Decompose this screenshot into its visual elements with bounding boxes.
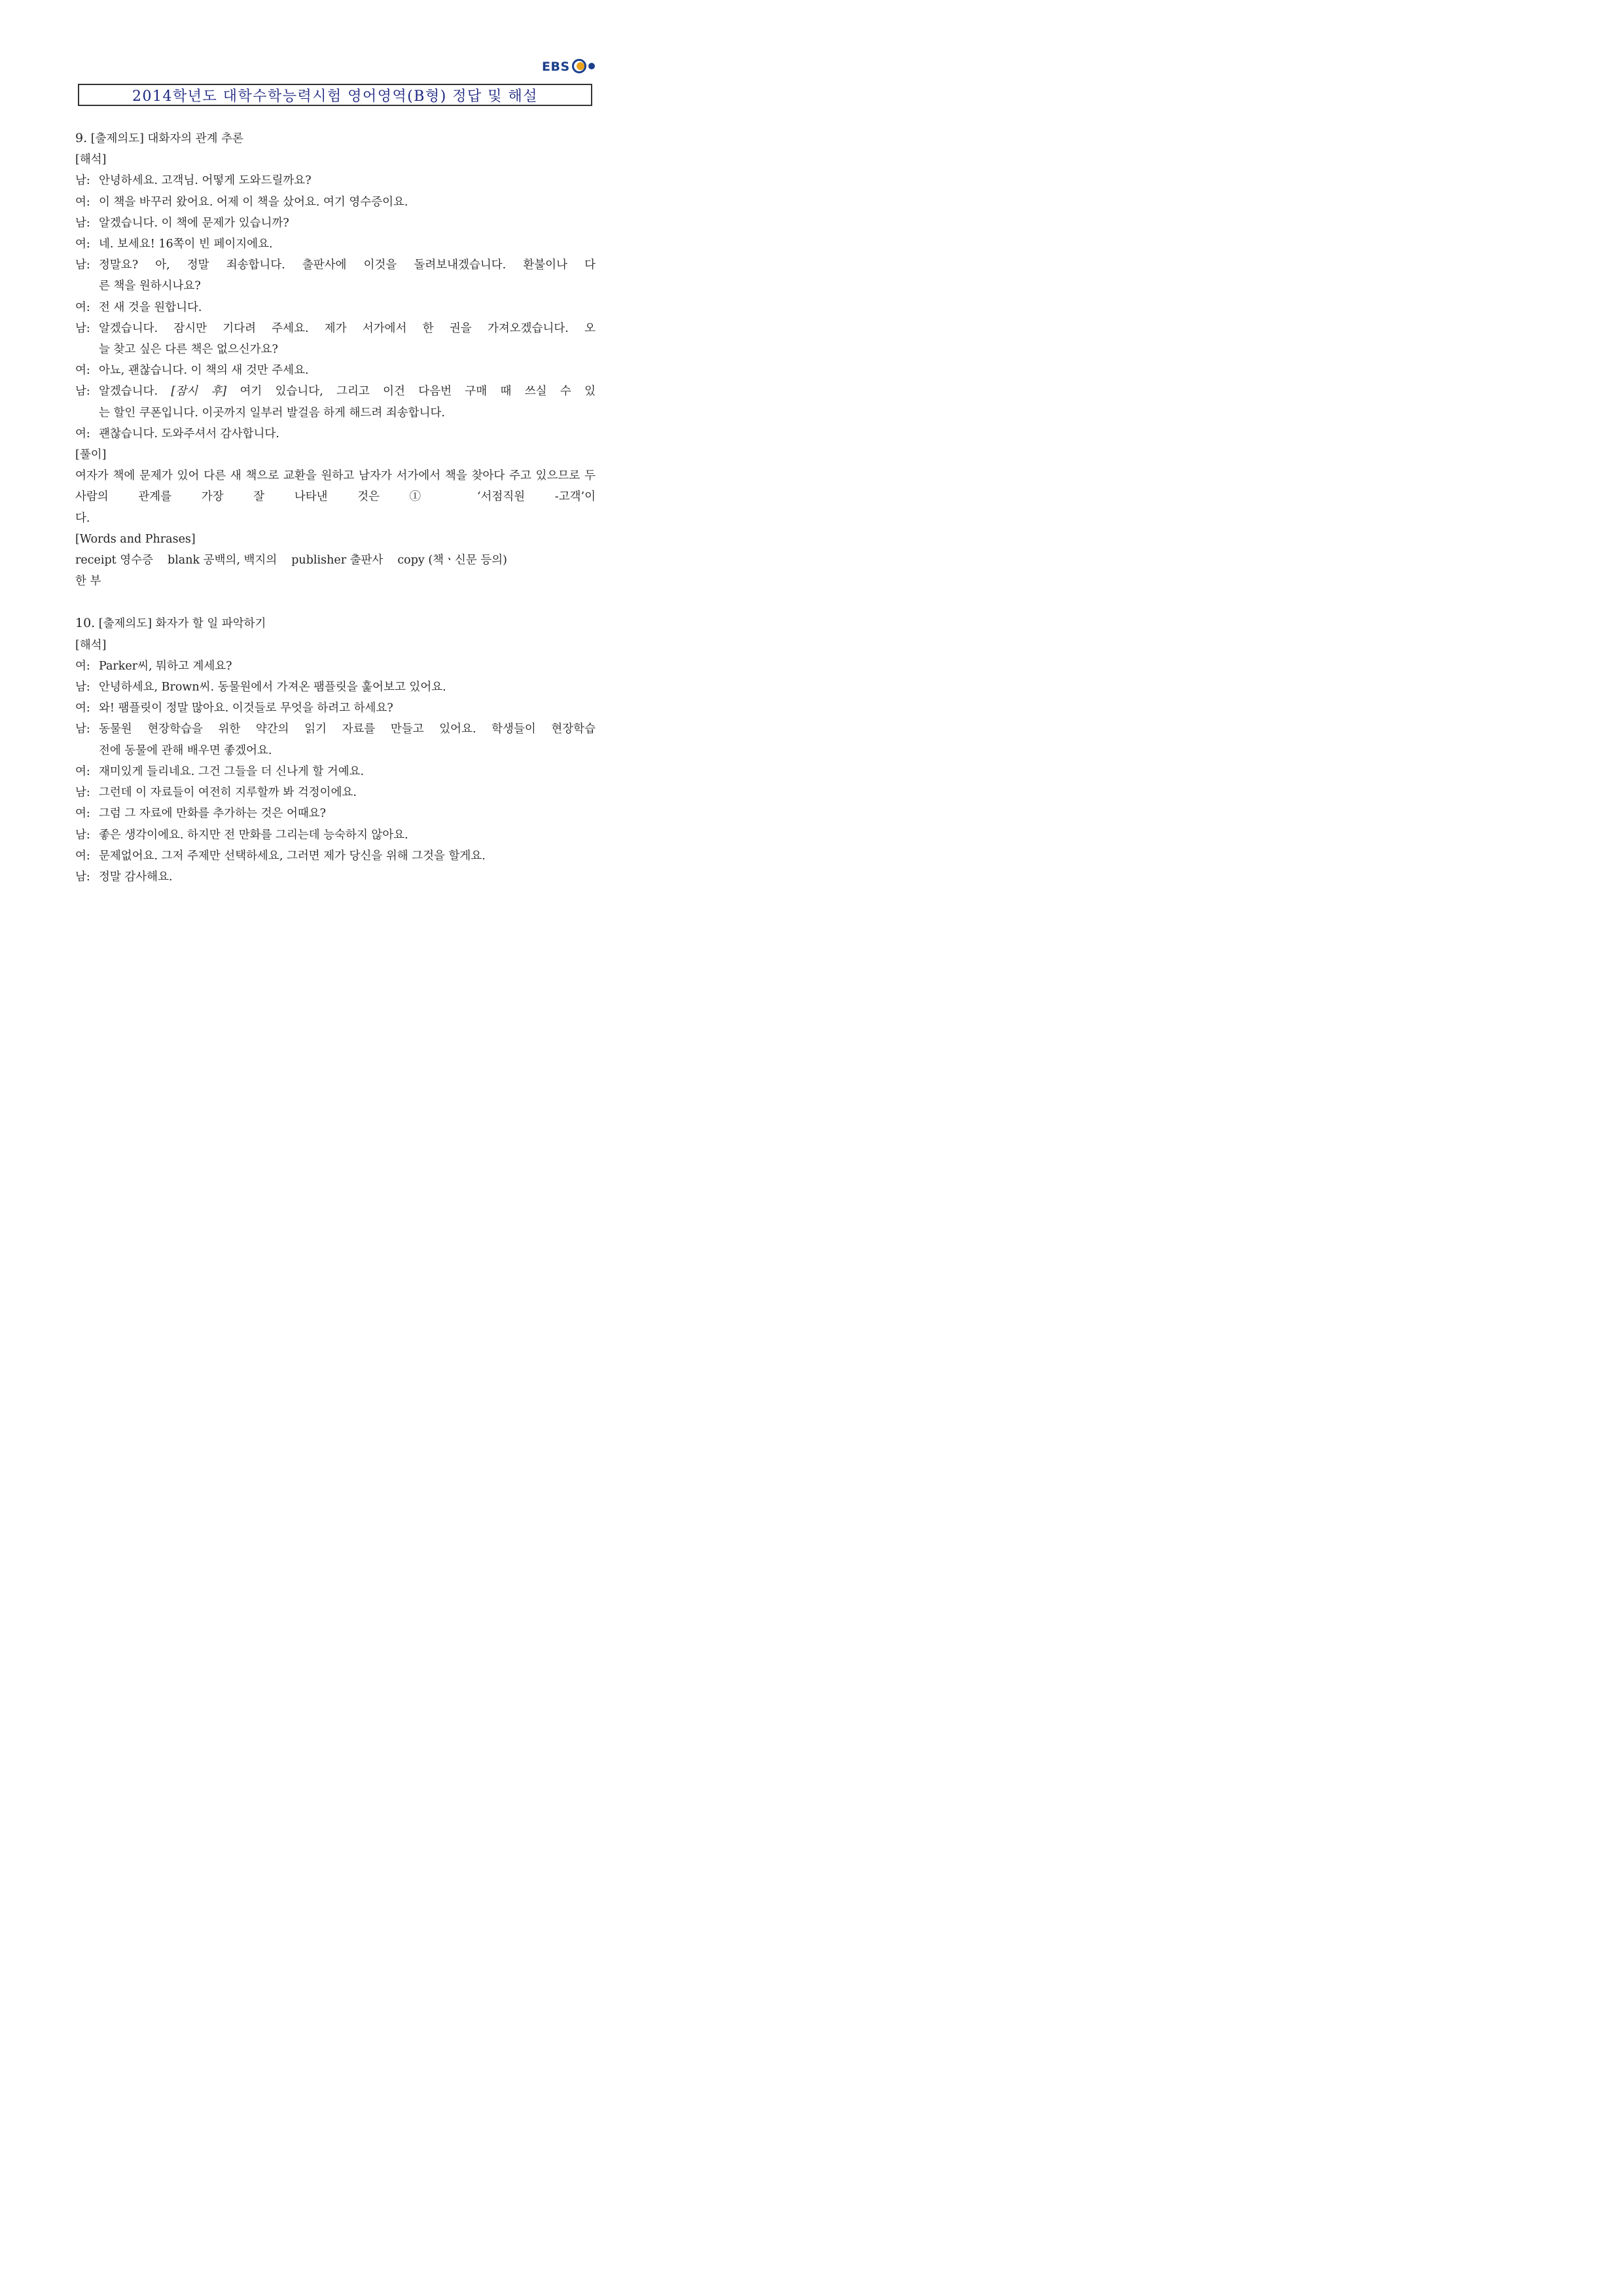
- speaker-label: 남:: [75, 174, 90, 188]
- word-entry: publisher 출판사: [291, 554, 383, 567]
- q9-words-label: [Words and Phrases]: [75, 532, 196, 546]
- dialogue-text: 알겠습니다. 잠시만 기다려 주세요. 제가 서가에서 한 권을 가져오겠습니다. 오: [99, 321, 596, 335]
- dialogue-line: [75, 846, 596, 867]
- q10-number: 10.: [75, 616, 96, 631]
- dialogue-text: 안녕하세요, Brown씨. 동물원에서 가져온 팸플릿을 훑어보고 있어요.: [99, 681, 446, 694]
- q9-words-end: 한 부: [75, 575, 101, 588]
- dialogue-line: [75, 213, 596, 234]
- dialogue-line: [75, 192, 596, 213]
- logo-text: EBS: [542, 60, 570, 74]
- speaker-label: 여:: [75, 807, 90, 821]
- dialogue-text: 네. 보세요! 16쪽이 빈 페이지에요.: [99, 238, 273, 251]
- dialogue-line: [75, 255, 596, 276]
- speaker-label: 여:: [75, 764, 90, 778]
- speaker-label: 남:: [75, 870, 90, 884]
- ebs-logo: [542, 59, 598, 75]
- q10-heading: [75, 613, 596, 634]
- dialogue-text: 정말요? 아, 정말 죄송합니다. 출판사에 이것을 돌려보내겠습니다. 환불이나 다: [99, 259, 596, 272]
- dialogue-line: [75, 698, 596, 719]
- dialogue-text: 알겠습니다. 이 책에 문제가 있습니까?: [99, 216, 289, 230]
- dialogue-text: 그런데 이 자료들이 여전히 지루할까 봐 걱정이에요.: [99, 786, 357, 800]
- q9-heading-text: [출제의도] 대화자의 관계 추론: [90, 132, 243, 145]
- dialogue-line: [75, 360, 596, 381]
- dialogue-text-pre: 알겠습니다.: [99, 385, 171, 399]
- speaker-label: 남:: [75, 321, 90, 335]
- ebs-logo-icon: [572, 59, 598, 75]
- q9-words-list: [75, 550, 596, 571]
- dialogue-text: 괜찮습니다. 도와주셔서 감사합니다.: [99, 427, 279, 440]
- dialogue-continuation: 전에 동물에 관해 배우면 좋겠어요.: [99, 744, 272, 757]
- q9-number: 9.: [75, 131, 88, 145]
- dialogue-line: [75, 381, 596, 402]
- q9-explanation-label: [풀이]: [75, 448, 107, 462]
- dialogue-line: [75, 867, 596, 888]
- speaker-label: 여:: [75, 364, 90, 378]
- word-entry: copy (책ㆍ신문 등의): [397, 554, 507, 567]
- speaker-label: 남:: [75, 681, 90, 694]
- dialogue-line: [75, 719, 596, 740]
- document-title-box: [78, 84, 592, 106]
- dialogue-text: 그럼 그 자료에 만화를 추가하는 것은 어때요?: [99, 807, 327, 821]
- q9-heading: [75, 128, 596, 149]
- speaker-label: 여:: [75, 849, 90, 863]
- speaker-label: 남:: [75, 828, 90, 842]
- dialogue-text: 좋은 생각이에요. 하지만 전 만화를 그리는데 능숙하지 않아요.: [99, 828, 408, 842]
- stage-direction: [잠시 후]: [171, 385, 227, 399]
- document-title: 2014학년도 대학수학능력시험 영어영역(B형) 정답 및 해설: [132, 88, 539, 105]
- speaker-label: 여:: [75, 702, 90, 715]
- speaker-label: 남:: [75, 259, 90, 272]
- dialogue-line: [75, 656, 596, 677]
- dialogue-line: [75, 297, 596, 318]
- document-body: [75, 128, 596, 888]
- speaker-label: 여:: [75, 238, 90, 251]
- dialogue-text: 아뇨, 괜찮습니다. 이 책의 새 것만 주세요.: [99, 364, 309, 378]
- dialogue-line: [75, 782, 596, 803]
- dialogue-continuation: 른 책을 원하시나요?: [99, 279, 201, 293]
- speaker-label: 남:: [75, 723, 90, 736]
- speaker-label: 여:: [75, 195, 90, 209]
- dialogue-line: [75, 423, 596, 444]
- dialogue-line: [75, 677, 596, 698]
- dialogue-line: [75, 170, 596, 191]
- dialogue-line: [75, 825, 596, 846]
- dialogue-text: [99, 381, 596, 402]
- speaker-label: 남:: [75, 385, 90, 399]
- dialogue-text: 동물원 현장학습을 위한 약간의 읽기 자료를 만들고 있어요. 학생들이 현장학습: [99, 723, 596, 736]
- dialogue-continuation: 는 할인 쿠폰입니다. 이곳까지 일부러 발걸음 하게 해드려 죄송합니다.: [99, 406, 445, 420]
- q9-translation-label: [해석]: [75, 153, 107, 167]
- speaker-label: 여:: [75, 427, 90, 440]
- speaker-label: 여:: [75, 659, 90, 673]
- dialogue-line: [75, 234, 596, 255]
- dialogue-continuation: 늘 찾고 싶은 다른 책은 없으신가요?: [99, 343, 278, 357]
- dialogue-text: 와! 팸플릿이 정말 많아요. 이것들로 무엇을 하려고 하세요?: [99, 702, 393, 715]
- speaker-label: 남:: [75, 786, 90, 800]
- dialogue-text: 전 새 것을 원합니다.: [99, 300, 202, 314]
- dialogue-text: 재미있게 들리네요. 그건 그들을 더 신나게 할 거예요.: [99, 764, 365, 778]
- speaker-label: 여:: [75, 300, 90, 314]
- word-entry: receipt 영수증: [75, 554, 153, 567]
- word-entry: blank 공백의, 백지의: [168, 554, 277, 567]
- dialogue-text: 안녕하세요. 고객님. 어떻게 도와드릴까요?: [99, 174, 312, 188]
- dialogue-text: 정말 감사해요.: [99, 870, 173, 884]
- section-gap: [75, 592, 596, 613]
- dialogue-line: [75, 318, 596, 339]
- q9-explanation: 여자가 책에 문제가 있어 다른 새 책으로 교환을 원하고 남자가 서가에서 책을 찾아다 주고 있으므로 두 사람의 관계를 가장 잘 나타낸 것은 ① ‘서점직원 -고객’이: [75, 469, 596, 504]
- q10-translation-label: [해석]: [75, 638, 107, 652]
- dialogue-line: [75, 761, 596, 782]
- q9-explanation-end: 다.: [75, 511, 90, 525]
- q10-heading-text: [출제의도] 화자가 할 일 파악하기: [98, 617, 266, 631]
- dialogue-text: 이 책을 바꾸러 왔어요. 어제 이 책을 샀어요. 여기 영수증이요.: [99, 195, 408, 209]
- dialogue-text: 문제없어요. 그저 주제만 선택하세요, 그러면 제가 당신을 위해 그것을 할게요.: [99, 849, 486, 863]
- dialogue-line: [75, 803, 596, 824]
- dialogue-text-post: 여기 있습니다, 그리고 이건 다음번 구매 때 쓰실 수 있: [226, 385, 596, 399]
- speaker-label: 남:: [75, 216, 90, 230]
- dialogue-text: Parker씨, 뭐하고 계세요?: [99, 659, 232, 673]
